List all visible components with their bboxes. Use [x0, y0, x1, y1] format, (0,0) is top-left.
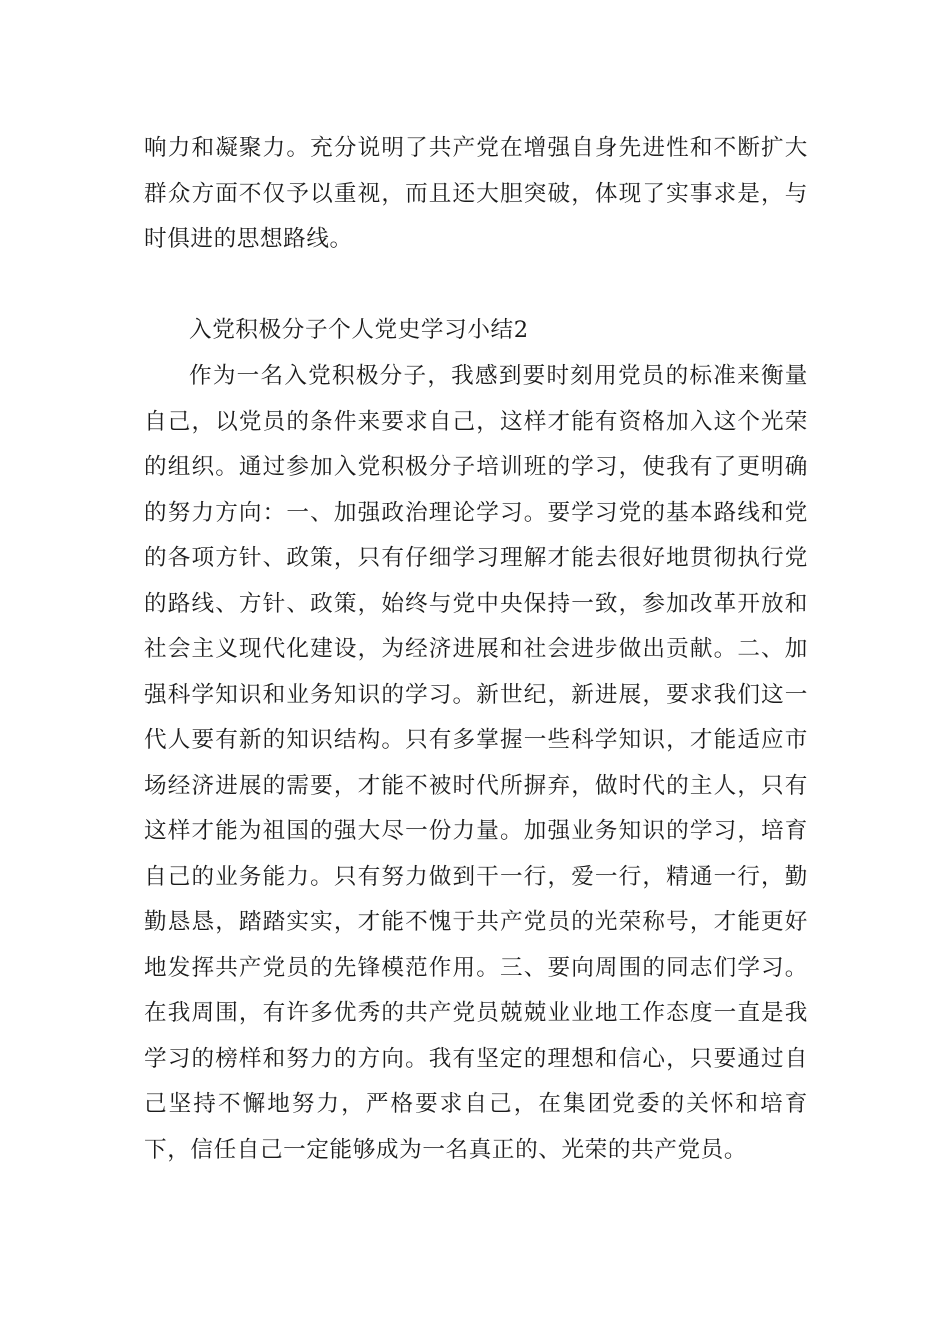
paragraph-continued: 响力和凝聚力。充分说明了共产党在增强自身先进性和不断扩大群众方面不仅予以重视，而且还大胆突破，体现了实事求是，与时俱进的思想路线。 [144, 135, 808, 252]
section-heading: 入党积极分子个人党史学习小结2 [189, 317, 529, 343]
paragraph-main: 作为一名入党积极分子，我感到要时刻用党员的标准来衡量自己，以党员的条件来要求自己，这样才能有资格加入这个光荣的组织。通过参加入党积极分子培训班的学习，使我有了更明确的努力方向：一、加强政治理论学习。要学习党的基本路线和党的各项方针、政策，只有仔细学习理解才能去很好地贯彻执行党的路线、方针、政策，始终与党中央保持一致，参加改革开放和社会主义现代化建设，为经济进展和社会进步做出贡献。二、加强科学知识和业务知识的学习。新世纪，新进展，要求我们这一代人要有新的知识结构。只有多掌握一些科学知识，才能适应市场经济进展的需要，才能不被时代所摒弃，做时代的主人，只有这样才能为祖国的强大尽一份力量。加强业务知识的学习，培育自己的业务能力。只有努力做到干一行，爱一行，精通一行，勤勤恳恳，踏踏实实，才能不愧于共产党员的光荣称号，才能更好地发挥共产党员的先锋模范作用。三、要向周围的同志们学习。在我周围，有许多优秀的共产党员兢兢业业地工作态度一直是我学习的榜样和努力的方向。我有坚定的理想和信心，只要通过自己坚持不懈地努力，严格要求自己，在集团党委的关怀和培育下，信任自己一定能够成为一名真正的、光荣的共产党员。 [144, 363, 808, 1163]
